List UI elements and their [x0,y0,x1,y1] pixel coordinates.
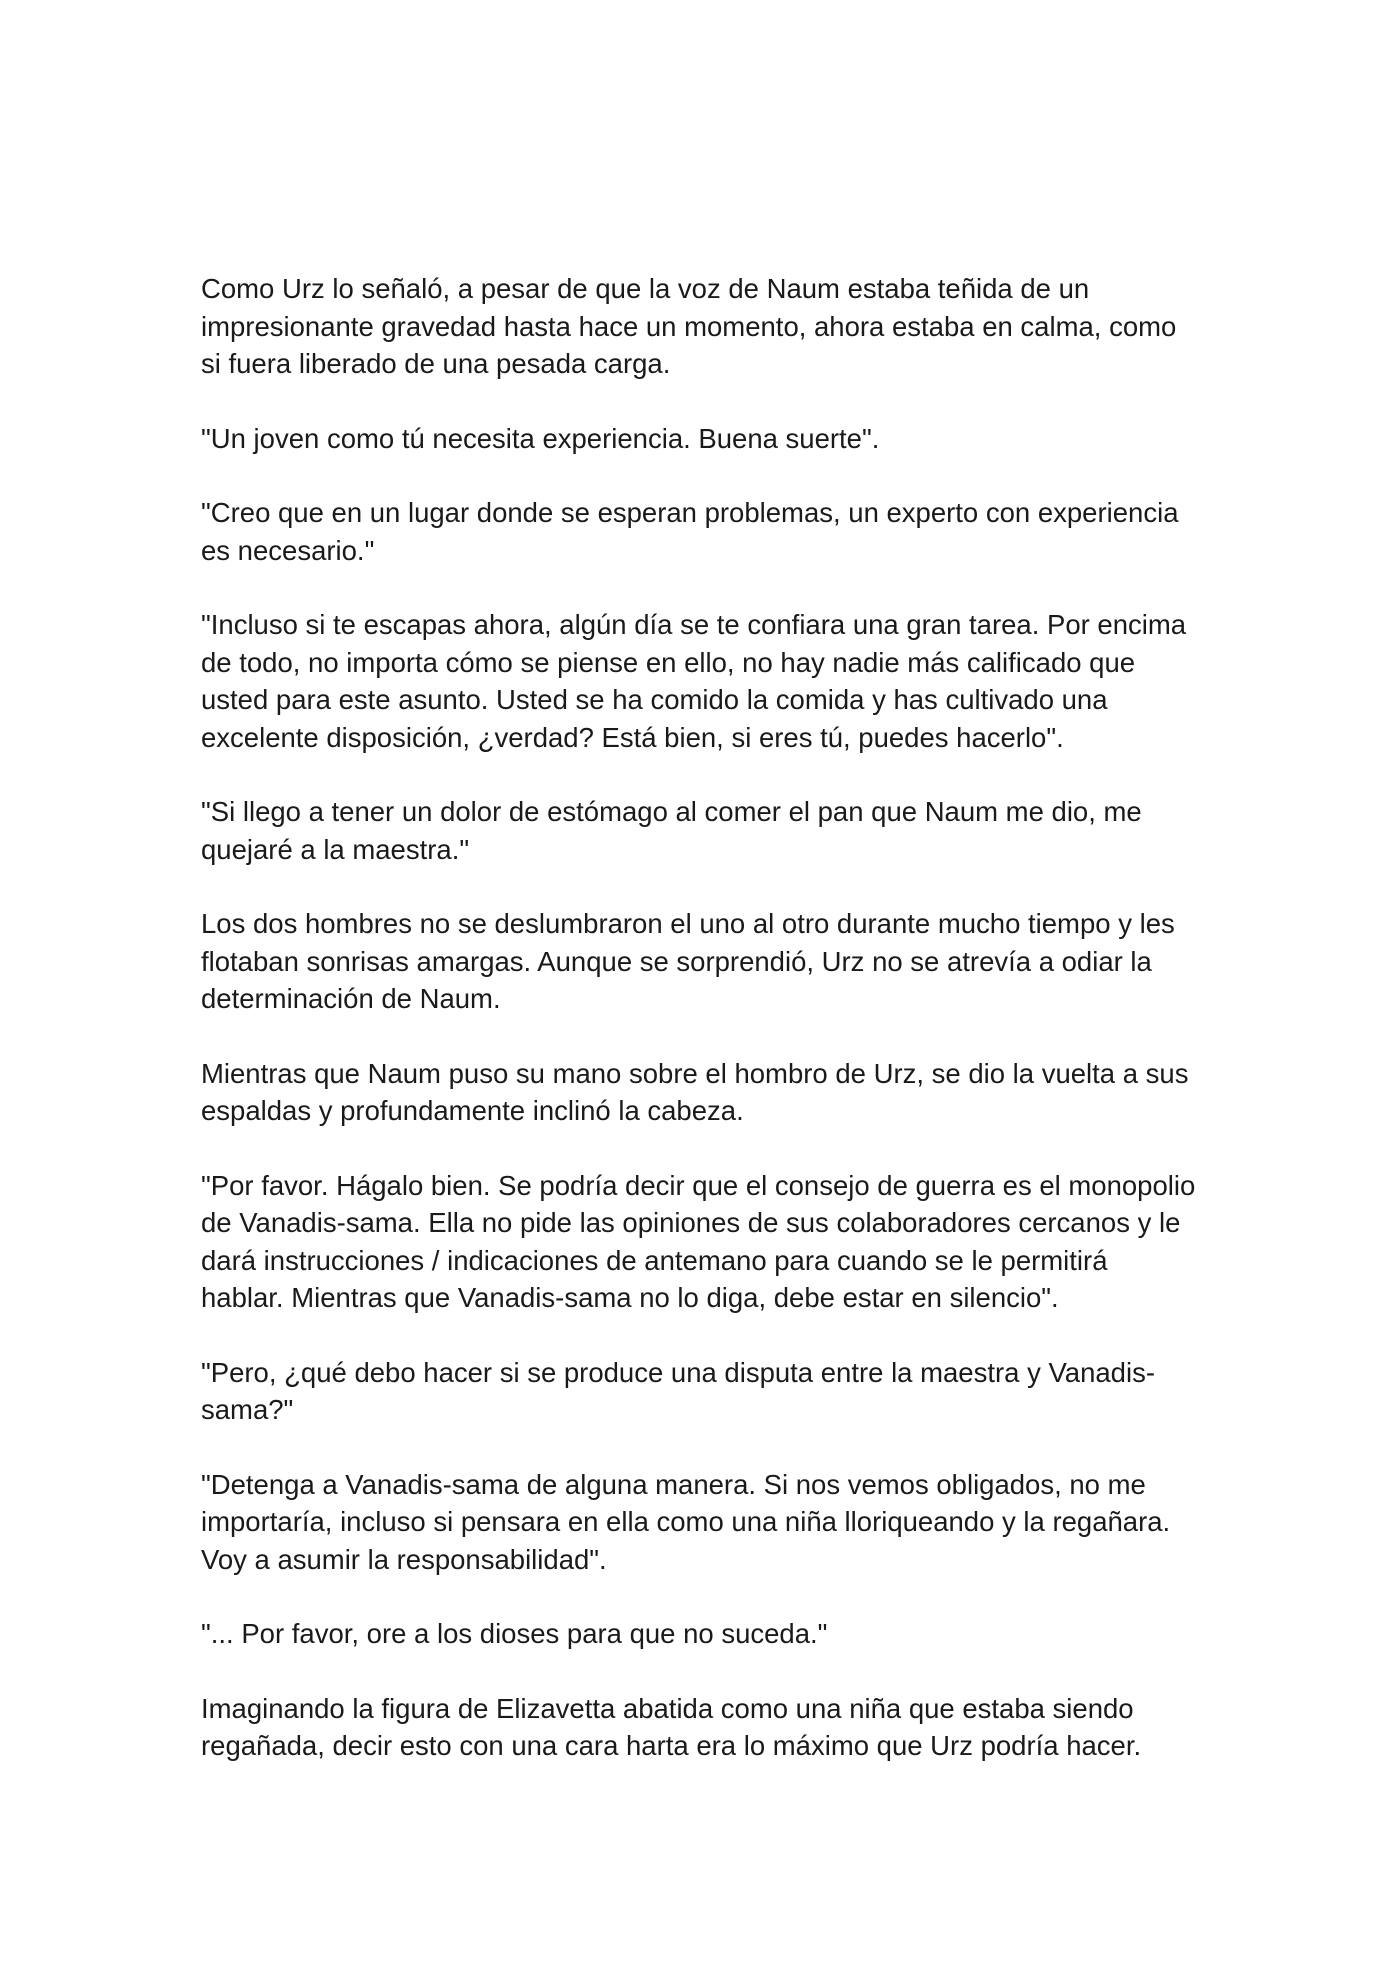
paragraph: "Un joven como tú necesita experiencia. Buena suerte". [201,422,880,454]
paragraph: Mientras que Naum puso su mano sobre el hombro de Urz, se dio la vuelta a sus espaldas y profundamente inclinó la cabeza. [201,1057,1189,1126]
document-body [201,270,1211,1802]
paragraph: Imaginando la figura de Elizavetta abatida como una niña que estaba siendo regañada, decir esto con una cara harta era lo máximo que Urz podría hacer. [201,1692,1142,1761]
paragraph: "Por favor. Hágalo bien. Se podría decir que el consejo de guerra es el monopolio de Vanadis-sama. Ella no pide las opiniones de sus colaboradores cercanos y le dará instrucciones / indicaciones de antemano para cuando se le permitirá hablar. Mientras que Vanadis-sama no lo diga, debe estar en silencio". [201,1169,1196,1313]
paragraph: "... Por favor, ore a los dioses para que no suceda." [201,1618,828,1649]
paragraph: "Pero, ¿qué debo hacer si se produce una disputa entre la maestra y Vanadis- sama?" [201,1356,1155,1425]
paragraph: "Si llego a tener un dolor de estómago al comer el pan que Naum me dio, me quejaré a la maestra." [201,796,1142,865]
paragraph: "Incluso si te escapas ahora, algún día se te confiara una gran tarea. Por encima de todo, no importa cómo se piense en ello, no hay nadie más calificado que usted para este asunto. Usted se ha comido la comida y has cultivado una excelente disposición, ¿verdad? Está bien, si eres tú, puedes hacerlo". [201,609,1187,753]
paragraph: Los dos hombres no se deslumbraron el uno al otro durante mucho tiempo y les flotaban sonrisas amargas. Aunque se sorprendió, Urz no se atrevía a odiar la determinación de Naum. [201,908,1175,1014]
paragraph: Como Urz lo señaló, a pesar de que la voz de Naum estaba teñida de un impresionante gravedad hasta hace un momento, ahora estaba en calma, como si fuera liberado de una pesada carga. [201,273,1177,379]
paragraph: "Detenga a Vanadis-sama de alguna manera. Si nos vemos obligados, no me importaría, incluso si pensara en ella como una niña lloriqueando y la regañara. Voy a asumir la responsabilidad". [201,1468,1171,1575]
paragraph: "Creo que en un lugar donde se esperan problemas, un experto con experiencia es necesario." [201,497,1179,566]
